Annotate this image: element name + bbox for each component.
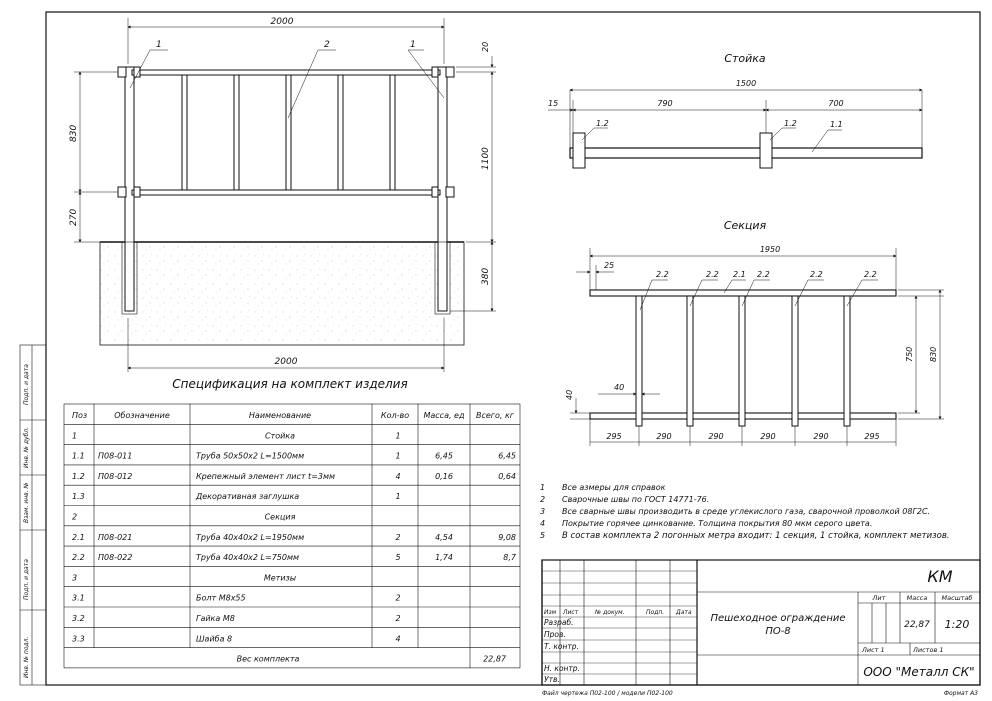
section-callout-6: 2.2 xyxy=(864,270,877,279)
spec-cell-6-5: 8,7 xyxy=(503,553,516,563)
tb-scale-value: 1:20 xyxy=(944,618,970,631)
side-stamp-4: Подп. и дата xyxy=(23,559,30,600)
tb-col-izm: Изм xyxy=(544,609,557,616)
tb-scale-label: Масштаб xyxy=(941,594,973,602)
front-dim-1100: 1100 xyxy=(481,147,491,170)
section-dim-750: 750 xyxy=(905,346,914,362)
tb-role-approve: Утв. xyxy=(544,675,560,684)
tb-col-sign: Подп. xyxy=(646,609,665,616)
spec-cell-3-3: 1 xyxy=(395,492,401,502)
section-spacing-1: 295 xyxy=(606,432,622,441)
post-dim-15: 15 xyxy=(548,99,559,108)
note-num-1: 2 xyxy=(540,495,546,504)
tb-name-line2: ПО-8 xyxy=(765,626,791,637)
spec-header-0: Поз xyxy=(72,411,88,420)
spec-cell-5-3: 2 xyxy=(395,532,401,542)
spec-cell-1-5: 6,45 xyxy=(498,451,516,461)
tb-company: ООО "Металл СК" xyxy=(863,665,975,679)
tb-sheets-label: Листов 1 xyxy=(913,646,944,654)
spec-cell-1-3: 1 xyxy=(395,451,401,461)
sheet-frame xyxy=(20,12,980,685)
front-dim-20: 20 xyxy=(481,41,490,52)
spec-cell-5-0: 2.1 xyxy=(72,532,85,542)
section-callout-4: 2.2 xyxy=(757,270,770,279)
section-balusters xyxy=(636,296,850,426)
tb-file-note: Файл чертежа П02-100 / модели П02-100 xyxy=(542,690,673,697)
rail-bottom xyxy=(132,190,440,195)
tb-mass-label: Масса xyxy=(906,594,928,602)
spec-cell-10-2: Шайба 8 xyxy=(196,634,233,644)
section-view-title: Секция xyxy=(723,219,767,232)
spec-cell-9-3: 2 xyxy=(395,614,401,623)
section-dim-830: 830 xyxy=(929,346,938,362)
post-view xyxy=(548,52,922,168)
spec-total-label: Вес комплекта xyxy=(236,654,300,664)
spec-cell-3-0: 1.3 xyxy=(72,492,85,502)
spec-cell-10-3: 4 xyxy=(395,634,401,644)
tb-format: Формат А3 xyxy=(943,690,978,697)
spec-cell-0-3: 1 xyxy=(395,431,401,441)
spec-header-2: Наименование xyxy=(248,411,312,420)
side-stamp-3: Взам. инв. № xyxy=(23,482,30,523)
spec-header-3: Кол-во xyxy=(380,411,410,420)
spec-cell-7-0: 3 xyxy=(72,573,78,583)
balusters xyxy=(182,75,395,190)
tb-col-date: Дата xyxy=(676,609,692,616)
note-text-4: В состав комплекта 2 погонных метра входит: 1 секция, 1 стойка, комплект метизов. xyxy=(562,531,950,541)
note-text-1: Сварочные швы по ГОСТ 14771-76. xyxy=(562,495,710,504)
spec-cell-10-0: 3.3 xyxy=(72,634,85,644)
spec-header-5: Всего, кг xyxy=(475,411,515,420)
note-num-0: 1 xyxy=(540,483,546,492)
front-callout-post-left: 1 xyxy=(156,40,162,50)
post-callout-12b: 1.2 xyxy=(784,119,797,128)
section-dim-25: 25 xyxy=(604,261,615,270)
tb-mass-value: 22,87 xyxy=(904,620,930,630)
note-num-4: 5 xyxy=(540,531,546,540)
post-view-title: Стойка xyxy=(724,52,766,65)
spec-cell-2-5: 0,64 xyxy=(498,471,516,481)
spec-title: Спецификация на комплект изделия xyxy=(172,377,408,391)
section-view xyxy=(565,219,944,446)
spec-cell-1-4: 6,45 xyxy=(435,451,453,461)
spec-cell-7-2: Метизы xyxy=(263,573,297,583)
post-callout-11: 1.1 xyxy=(830,120,843,129)
spec-cell-6-2: Труба 40х40х2 L=750мм xyxy=(196,553,300,563)
post-dim-790: 790 xyxy=(657,99,673,108)
front-callout-post-right: 1 xyxy=(410,40,416,50)
section-callout-5: 2.2 xyxy=(810,270,823,279)
spec-cell-8-0: 3.1 xyxy=(72,593,85,603)
section-rail-top xyxy=(590,290,896,296)
front-dim-width-top: 2000 xyxy=(270,17,294,27)
note-text-3: Покрытие горячее цинкование. Толщина покрытия 80 мкм серого цвета. xyxy=(562,519,873,528)
spec-cell-8-3: 2 xyxy=(395,593,401,603)
side-stamp-5: Инв. № подл. xyxy=(23,636,30,678)
note-num-2: 3 xyxy=(540,507,546,516)
section-callout-3: 2.1 xyxy=(733,270,746,279)
spec-cell-5-5: 9,08 xyxy=(498,532,516,542)
tb-role-tcontrol: Т. контр. xyxy=(544,642,579,651)
post-dim-700: 700 xyxy=(828,99,844,108)
tb-col-list: Лист xyxy=(563,609,579,616)
front-dim-270: 270 xyxy=(69,208,79,226)
spec-cell-3-2: Декоративная заглушка xyxy=(196,492,300,502)
side-stamp-2: Инв. № дубл. xyxy=(23,426,30,468)
spec-cell-0-2: Стойка xyxy=(264,431,296,441)
spec-cell-2-3: 4 xyxy=(395,471,401,481)
side-stamp xyxy=(23,364,30,678)
front-view xyxy=(69,17,496,372)
section-dim-40h: 40 xyxy=(565,389,574,400)
side-stamp-1: Подп. и дата xyxy=(23,364,30,405)
note-num-3: 4 xyxy=(540,519,546,528)
spec-cell-1-2: Труба 50х50х2 L=1500мм xyxy=(196,451,305,461)
spec-header-4: Масса, ед xyxy=(423,411,465,420)
spec-cell-0-0: 1 xyxy=(72,431,78,441)
spec-cell-9-0: 3.2 xyxy=(72,614,85,623)
spec-cell-6-4: 1,74 xyxy=(435,553,453,563)
tb-role-check: Пров. xyxy=(544,630,566,639)
section-spacing-4: 290 xyxy=(760,432,776,441)
front-dim-380: 380 xyxy=(481,267,491,285)
spec-cell-5-1: П08-021 xyxy=(98,532,133,542)
title-block xyxy=(542,560,980,697)
spec-total-value: 22,87 xyxy=(483,654,506,664)
front-dim-830: 830 xyxy=(69,124,79,142)
spec-cell-2-2: Крепежный элемент лист t=3мм xyxy=(196,471,336,481)
spec-cell-6-0: 2.2 xyxy=(72,553,85,563)
spec-cell-5-4: 4,54 xyxy=(435,532,453,542)
section-dim-total: 1950 xyxy=(759,245,781,254)
spec-cell-1-0: 1.1 xyxy=(72,451,85,461)
post-dim-total: 1500 xyxy=(735,79,757,88)
section-callout-1: 2.2 xyxy=(656,270,669,279)
tb-lit-label: Лит xyxy=(872,594,886,602)
spec-cell-4-2: Секция xyxy=(264,512,296,522)
note-text-2: Все сварные швы производить в среде углекислого газа, сварочной проволкой 08Г2С. xyxy=(562,507,931,516)
notes xyxy=(540,483,950,541)
spec-cell-1-1: П08-011 xyxy=(98,451,133,461)
front-dim-width-bottom: 2000 xyxy=(274,357,298,367)
tb-role-dev: Разраб. xyxy=(544,618,574,627)
section-spacing-6: 295 xyxy=(864,432,880,441)
concrete-foundation xyxy=(100,242,464,345)
note-text-0: Все азмеры для справок xyxy=(562,483,666,492)
spec-header-1: Обозначение xyxy=(114,411,170,420)
post-tube xyxy=(570,148,922,158)
post-plate-2 xyxy=(760,133,772,168)
tb-role-ncontrol: Н. контр. xyxy=(544,664,580,673)
tb-name-line1: Пешеходное ограждение xyxy=(710,613,846,624)
front-callout-section: 2 xyxy=(324,40,330,50)
section-spacing-5: 290 xyxy=(813,432,829,441)
tb-sheet-label: Лист 1 xyxy=(862,646,885,654)
spec-table xyxy=(64,377,520,668)
spec-cell-5-2: Труба 40х40х2 L=1950мм xyxy=(196,532,305,542)
spec-cell-2-0: 1.2 xyxy=(72,471,85,481)
spec-cell-6-3: 5 xyxy=(395,553,401,563)
section-spacing-3: 290 xyxy=(708,432,724,441)
post-callout-12a: 1.2 xyxy=(596,119,609,128)
spec-cell-4-0: 2 xyxy=(72,512,78,522)
section-callout-2: 2.2 xyxy=(706,270,719,279)
spec-cell-8-2: Болт М8х55 xyxy=(196,593,246,603)
spec-cell-9-2: Гайка М8 xyxy=(196,614,235,623)
spec-cell-2-4: 0,16 xyxy=(435,471,453,481)
spec-cell-6-1: П08-022 xyxy=(98,553,133,563)
post-plate-1 xyxy=(573,133,585,168)
section-dim-40w: 40 xyxy=(614,383,625,392)
tb-col-doc: № докум. xyxy=(595,609,625,616)
spec-cell-2-1: П08-012 xyxy=(98,471,133,481)
section-spacing-2: 290 xyxy=(656,432,672,441)
tb-code: КМ xyxy=(927,567,953,586)
rail-top xyxy=(132,70,440,75)
